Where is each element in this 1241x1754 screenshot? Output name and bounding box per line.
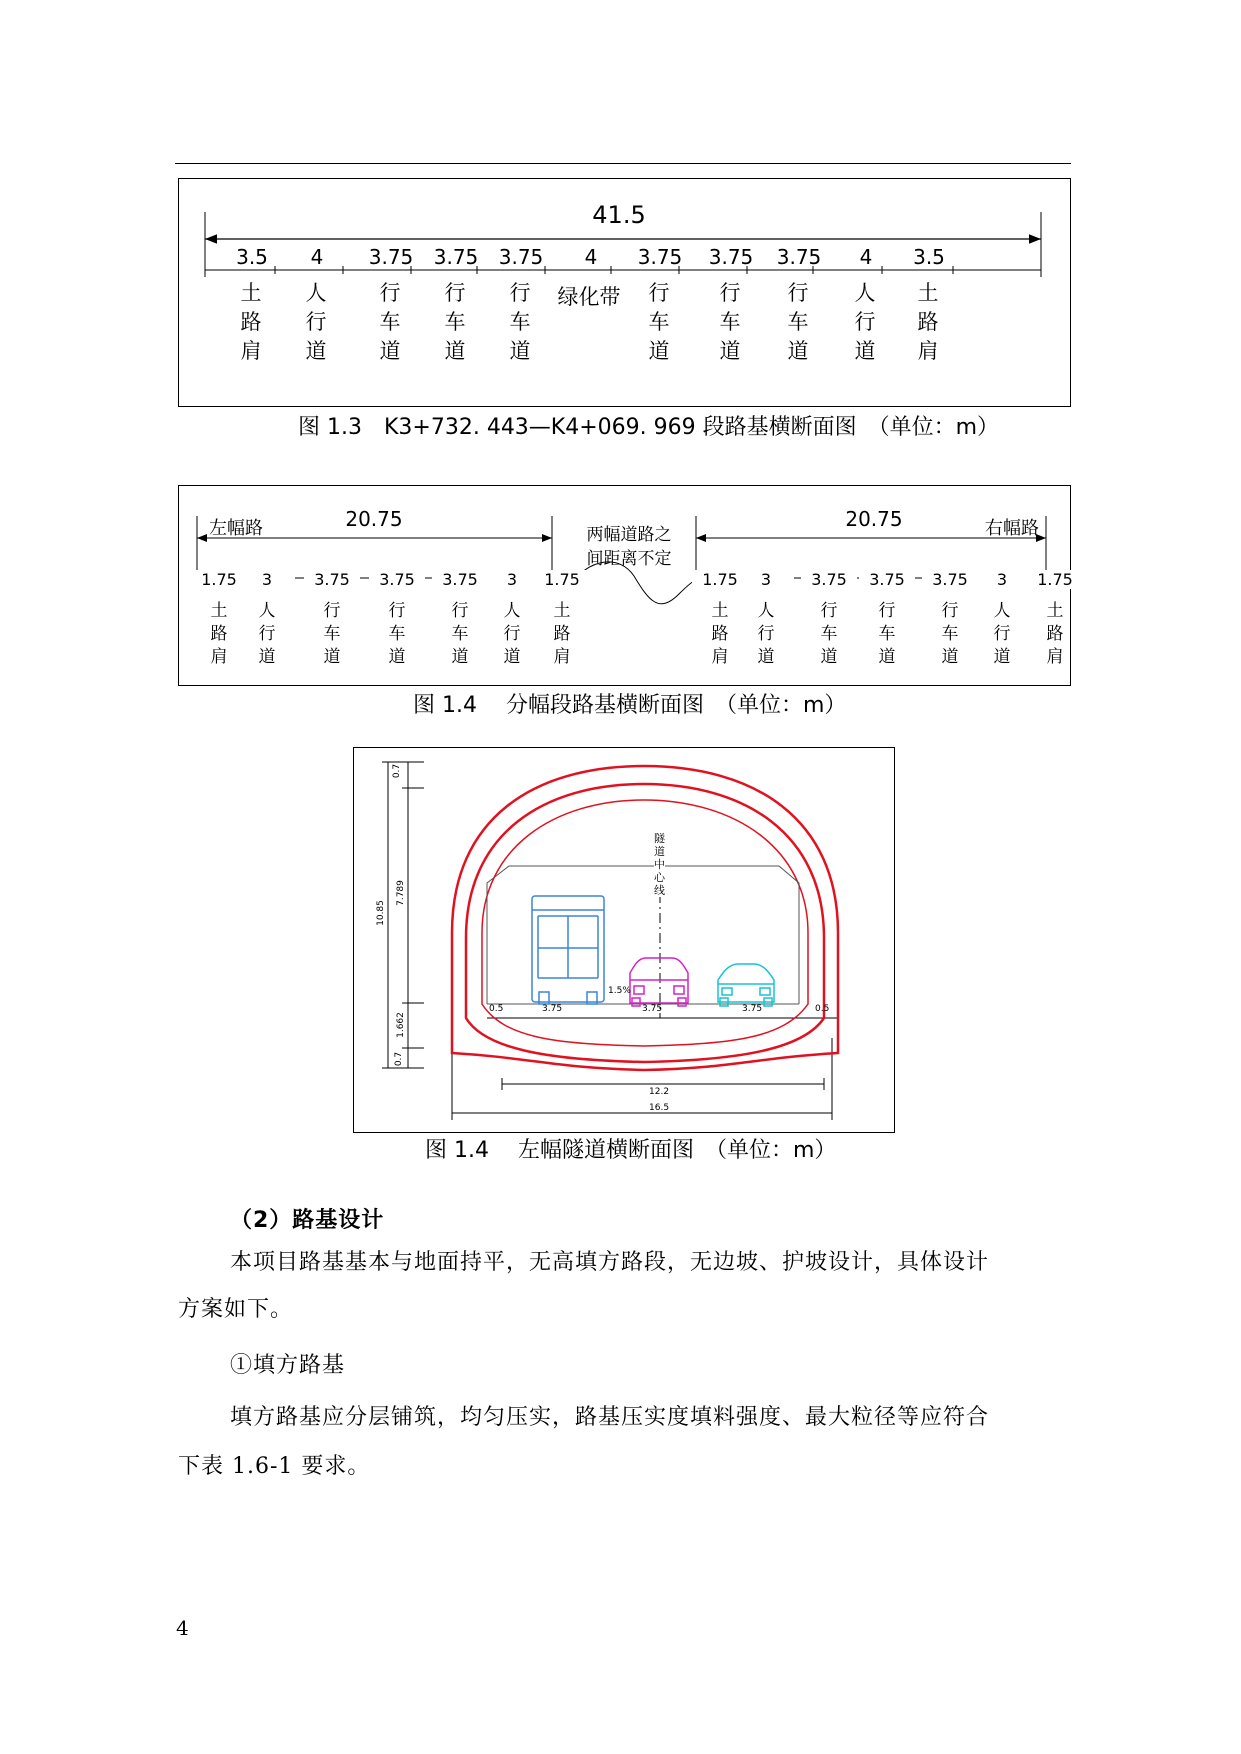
fig2-right-name-6: 人 行 道 xyxy=(993,601,1011,667)
figure-cross-section-split xyxy=(178,485,1071,686)
fig1-width-8: 3.75 xyxy=(708,245,754,269)
fig1-width-11: 3.5 xyxy=(913,245,945,269)
paragraph-1-line-2: 方案如下。 xyxy=(178,1297,294,1322)
bus-icon xyxy=(532,896,604,1004)
fig2-left-width-5: 3.75 xyxy=(432,570,488,589)
fig1-name-5: 行 车 道 xyxy=(509,281,531,363)
fig1-width-1: 3.5 xyxy=(236,245,268,269)
fig2-left-name-6: 人 行 道 xyxy=(503,601,521,667)
fig2-right-width-5: 3.75 xyxy=(922,570,978,589)
fig1-name-10: 人 行 道 xyxy=(854,281,876,363)
fig1-width-5: 3.75 xyxy=(498,245,544,269)
figure-tunnel-caption: 图 1.4 左幅隧道横断面图 （单位：m） xyxy=(425,1138,837,1163)
fig2-right-name-3: 行 车 道 xyxy=(820,601,838,667)
fig1-name-1: 土 路 肩 xyxy=(240,281,262,363)
page-number: 4 xyxy=(176,1616,189,1640)
fig2-left-name-1: 土 路 肩 xyxy=(210,601,228,667)
fig2-left-name-7: 土 路 肩 xyxy=(553,601,571,667)
fig2-left-name-3: 行 车 道 xyxy=(323,601,341,667)
fig1-name-6: 绿化带 xyxy=(557,285,621,309)
fig2-left-name-5: 行 车 道 xyxy=(451,601,469,667)
fig2-right-width-3: 3.75 xyxy=(801,570,857,589)
lane-dim-2: 3.75 xyxy=(542,1004,563,1014)
figure-cross-section-full xyxy=(178,178,1071,407)
total-width-label: 41.5 xyxy=(592,201,646,229)
fig1-name-4: 行 车 道 xyxy=(444,281,466,363)
dim-label-lower: 1.662 xyxy=(395,1012,406,1038)
fig2-left-width-7: 1.75 xyxy=(534,570,590,589)
fig2-left-width-3: 3.75 xyxy=(304,570,360,589)
fig1-width-6: 4 xyxy=(584,245,598,269)
fig2-right-width-1: 1.75 xyxy=(692,570,748,589)
fig1-width-2: 4 xyxy=(310,245,324,269)
lane-dim-5: 0.5 xyxy=(815,1004,830,1014)
width-12-label: 12.2 xyxy=(649,1087,670,1097)
fig2-right-width-6: 3 xyxy=(974,570,1030,589)
tunnel-drawing xyxy=(354,748,896,1134)
fig2-right-width-4: 3.75 xyxy=(859,570,915,589)
fig1-name-7: 行 车 道 xyxy=(648,281,670,363)
fig1-width-4: 3.75 xyxy=(433,245,479,269)
fig1-width-10: 4 xyxy=(859,245,873,269)
fig1-width-3: 3.75 xyxy=(368,245,414,269)
fig2-right-name-7: 土 路 肩 xyxy=(1046,601,1064,667)
fig2-right-name-1: 土 路 肩 xyxy=(711,601,729,667)
figure-tunnel-section xyxy=(353,747,895,1133)
gap-note-2: 间距离不定 xyxy=(586,549,672,569)
subheading-fill-subgrade: ①填方路基 xyxy=(230,1353,346,1378)
fig2-right-width-7: 1.75 xyxy=(1027,570,1083,589)
right-total-label: 20.75 xyxy=(845,507,903,531)
fig1-name-9: 行 车 道 xyxy=(787,281,809,363)
car-purple-icon xyxy=(630,958,688,1006)
fig1-name-11: 土 路 肩 xyxy=(917,281,939,363)
right-road-label: 右幅路 xyxy=(985,518,1039,539)
dim-label-total-height: 10.85 xyxy=(375,900,386,926)
paragraph-1-line-1: 本项目路基基本与地面持平，无高填方路段，无边坡、护坡设计，具体设计 xyxy=(230,1250,990,1275)
dim-label-bottom: 0.7 xyxy=(394,1051,405,1067)
fig2-left-width-4: 3.75 xyxy=(369,570,425,589)
lane-dim-4: 3.75 xyxy=(742,1004,763,1014)
slope-label: 1.5% xyxy=(608,986,631,996)
width-16-label: 16.5 xyxy=(649,1103,670,1113)
dim-label-top: 0.7 xyxy=(392,763,403,779)
fig1-name-3: 行 车 道 xyxy=(379,281,401,363)
fig2-left-width-2: 3 xyxy=(239,570,295,589)
fig2-right-name-5: 行 车 道 xyxy=(941,601,959,667)
figure-1-3-caption: 图 1.3 K3+732. 443—K4+069. 969 段路基横断面图 （单位：m） xyxy=(298,415,1000,440)
gap-note-1: 两幅道路之 xyxy=(586,525,672,545)
fig2-right-width-2: 3 xyxy=(738,570,794,589)
car-cyan-icon xyxy=(718,964,774,1006)
fig2-left-width-1: 1.75 xyxy=(191,570,247,589)
fig2-left-name-4: 行 车 道 xyxy=(388,601,406,667)
lane-dim-3: 3.75 xyxy=(642,1004,663,1014)
left-total-label: 20.75 xyxy=(345,507,403,531)
header-rule xyxy=(175,163,1071,164)
fig2-left-width-6: 3 xyxy=(484,570,540,589)
paragraph-2-line-2: 下表 1.6-1 要求。 xyxy=(178,1454,371,1479)
fig2-left-name-2: 人 行 道 xyxy=(258,601,276,667)
fig1-width-7: 3.75 xyxy=(637,245,683,269)
fig2-right-name-2: 人 行 道 xyxy=(757,601,775,667)
centerline-label: 隧 道 中 心 线 xyxy=(654,832,665,897)
fig1-name-8: 行 车 道 xyxy=(719,281,741,363)
paragraph-2-line-1: 填方路基应分层铺筑，均匀压实，路基压实度填料强度、最大粒径等应符合 xyxy=(230,1405,990,1430)
fig1-name-2: 人 行 道 xyxy=(305,281,327,363)
section-heading: （2）路基设计 xyxy=(230,1208,385,1233)
left-road-label: 左幅路 xyxy=(209,518,263,539)
dim-label-upper: 7.789 xyxy=(395,880,406,906)
fig2-right-name-4: 行 车 道 xyxy=(878,601,896,667)
figure-1-4-caption: 图 1.4 分幅段路基横断面图 （单位：m） xyxy=(413,693,847,718)
fig1-width-9: 3.75 xyxy=(776,245,822,269)
lane-dim-1: 0.5 xyxy=(489,1004,504,1014)
